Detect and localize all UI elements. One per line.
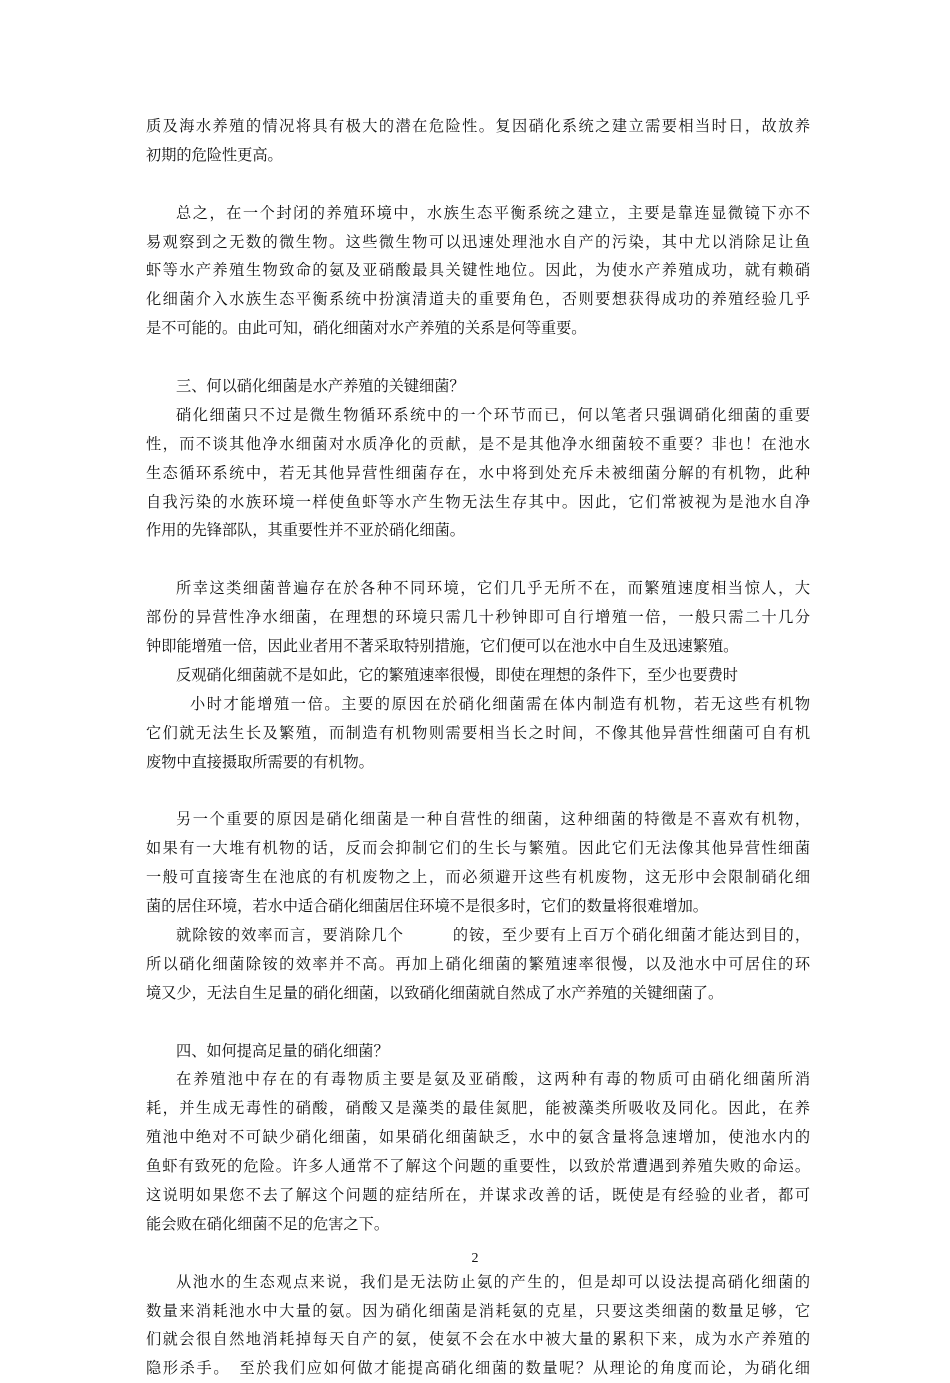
- text-line: 质及海水养殖的情况将具有极大的潜在危险性。复因硝化系统之建立需要相当时日，故放养: [146, 117, 810, 135]
- paragraph-spacer: [146, 170, 810, 199]
- text-line: 易观察到之无数的微生物。这些微生物可以迅速处理池水自产的污染，其中尤以消除足让鱼: [146, 232, 810, 251]
- text-line: 小时才能增殖一倍。主要的原因在於硝化细菌需在体内制造有机物，若无这些有机物: [190, 694, 810, 713]
- text-line: 所幸这类细菌普遍存在於各种不同环境，它们几乎无所不在，而繁殖速度相当惊人，大: [176, 579, 810, 598]
- text-line: 们就会很自然地消耗掉每天自产的氨，使氨不会在水中被大量的累积下来，成为水产养殖的: [146, 1330, 810, 1349]
- text-line: 三、何以硝化细菌是水产养殖的关键细菌？: [176, 377, 465, 396]
- text-line: 初期的危险性更高。: [146, 145, 283, 164]
- text-line: 性，而不谈其他净水细菌对水质净化的贡献，是不是其他净水细菌较不重要？非也！在池水: [146, 434, 810, 453]
- text-line: 总之，在一个封闭的养殖环境中，水族生态平衡系统之建立，主要是靠连显微镜下亦不: [176, 203, 810, 222]
- text-line: 能会败在硝化细菌不足的危害之下。: [146, 1214, 389, 1233]
- text-line: 殖池中绝对不可缺少硝化细菌，如果硝化细菌缺乏，水中的氨含量将急速增加，使池水内的: [146, 1128, 810, 1147]
- text-line: 化细菌介入水族生态平衡系统中扮演清道夫的重要角色，否则要想获得成功的养殖经验几乎: [146, 290, 810, 309]
- text-line: 耗，并生成无毒性的硝酸，硝酸又是藻类的最佳氮肥，能被藻类所吸收及同化。因此，在养: [146, 1099, 810, 1118]
- text-line: 所以硝化细菌除铵的效率并不高。再加上硝化细菌的繁殖速率很慢，以及池水中可居住的环: [146, 954, 810, 973]
- page-number: 2: [471, 1251, 479, 1266]
- text-line: 菌的居住环境，若水中适合硝化细菌居住环境不是很多时，它们的数量将很难增加。: [146, 897, 708, 916]
- text-line: 这说明如果您不去了解这个问题的症结所在，并谋求改善的话，既使是有经验的业者，都可: [146, 1185, 810, 1204]
- text-line: 境又少，无法自生足量的硝化细菌，以致硝化细菌就自然成了水产养殖的关键细菌了。: [146, 983, 724, 1002]
- text-line: 隐形杀手。 至於我们应如何做才能提高硝化细菌的数量呢？从理论的角度而论，为硝化细: [146, 1359, 810, 1378]
- text-line: 自我污染的水族环境一样使鱼虾等水产生物无法生存其中。因此，它们常被视为是池水自净: [146, 492, 810, 511]
- text-line: 硝化细菌只不过是微生物循环系统中的一个环节而已，何以笔者只强调硝化细菌的重要: [176, 405, 810, 424]
- text-line: 另一个重要的原因是硝化细菌是一种自营性的细菌，这种细菌的特徵是不喜欢有机物，: [176, 810, 810, 829]
- text-line: 就除铵的效率而言，要消除几个 的铵，至少要有上百万个硝化细菌才能达到目的，: [176, 925, 810, 944]
- document-body: [146, 112, 810, 1383]
- text-line: 在养殖池中存在的有毒物质主要是氨及亚硝酸，这两种有毒的物质可由硝化细菌所消: [176, 1070, 810, 1089]
- text-line: 部份的异营性净水细菌，在理想的环境只需几十秒钟即可自行增殖一倍，一般只需二十几分: [146, 608, 810, 627]
- text-line: 从池水的生态观点来说，我们是无法防止氨的产生的，但是却可以设法提高硝化细菌的: [176, 1272, 810, 1291]
- text-line: 鱼虾有致死的危险。许多人通常不了解这个问题的重要性，以致於常遭遇到养殖失败的命运。: [146, 1157, 810, 1176]
- text-line: 作用的先锋部队，其重要性并不亚於硝化细菌。: [146, 521, 465, 540]
- text-line: 钟即能增殖一倍，因此业者用不著采取特别措施，它们便可以在池水中自生及迅速繁殖。: [146, 637, 739, 656]
- text-line: 反观硝化细菌就不是如此，它的繁殖速率很慢，即使在理想的条件下，至少也要费时: [176, 665, 738, 684]
- paragraph-spacer: [146, 1008, 810, 1037]
- text-line: 虾等水产养殖生物致命的氨及亚硝酸最具关键性地位。因此，为使水产养殖成功，就有赖硝: [146, 261, 810, 280]
- text-line: 它们就无法生长及繁殖，而制造有机物则需要相当长之时间，不像其他异营性细菌可自有机: [146, 723, 810, 742]
- paragraph-spacer: [146, 545, 810, 574]
- paragraph-spacer: [146, 343, 810, 372]
- text-line: 一般可直接寄生在池底的有机废物之上，而必须避开这些有机废物，这无形中会限制硝化细: [146, 868, 810, 887]
- text-line: 废物中直接摄取所需要的有机物。: [146, 752, 374, 771]
- paragraph-spacer: [146, 776, 810, 805]
- text-line: 是不可能的。由此可知，硝化细菌对水产养殖的关系是何等重要。: [146, 319, 587, 338]
- text-line: 数量来消耗池水中大量的氨。因为硝化细菌是消耗氨的克星，只要这类细菌的数量足够，它: [146, 1301, 810, 1320]
- text-line: 生态循环系统中，若无其他异营性细菌存在，水中将到处充斥未被细菌分解的有机物，此种: [146, 463, 810, 482]
- text-line: 如果有一大堆有机物的话，反而会抑制它们的生长与繁殖。因此它们无法像其他异营性细菌: [146, 839, 810, 858]
- text-line: 四、如何提高足量的硝化细菌？: [176, 1041, 389, 1060]
